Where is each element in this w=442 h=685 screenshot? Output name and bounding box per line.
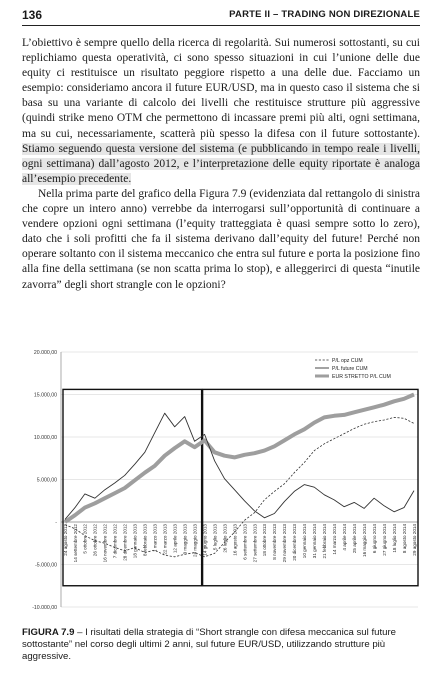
x-tick-label: 16 novembre 2012 — [102, 524, 108, 563]
paragraph-2: Nella prima parte del grafico della Figura 7.9 (evidenziata dal rettangolo di sinistra che copre un intero anno) verrebbe da interrogarsi sull’opportunità di continuare a vendere opzioni ogni settimana (l’equity tratteggiata è quasi sempre sotto lo zero), dato che i soli profitti che fa il sistema derivano dall’equity del future! Perché non operare soltanto con il sistema meccanico che entra sul future e porta la posizione fino alla fine della settimana (se non scatta prima lo stop), e alleggerirci di questa “inutile zavorra” degli short strangle con le opzioni? — [22, 187, 420, 291]
equity-chart — [18, 344, 426, 620]
x-tick-label: 8 novembre 2013 — [272, 524, 278, 560]
x-tick-label: 27 giugno 2014 — [381, 524, 387, 556]
y-tick-label: 15.000,00 — [33, 392, 57, 399]
x-tick-label: 5 ottobre 2012 — [82, 524, 88, 554]
x-tick-label: 24 agosto 2012 — [62, 524, 68, 556]
x-tick-label: 29 agosto 2014 — [411, 524, 417, 556]
paragraph-1-text: L’obiettivo è sempre quello della ricerca di regolarità. Sui numerosi sottostanti, su cui replichiamo questa operatività, ci sono spesso situazioni in cui l’unione delle due equity ci restituisce un risultato peggiore rispetto a una delle due. Facciamo un esempio: consideriamo ancora il future EUR/USD, ma in questo caso il sistema che si basa su una variante di calcolo dei livelli che restituisce strutture più aggressive (quindi strike meno OTM che permettono di incassare premi più alti, ogni settimana, ma su cui, necessariamente, scatterà più spesso la difesa con il future sottostante). — [22, 37, 420, 140]
highlighted-passage: Stiamo seguendo questa versione del sistema (e pubblicando in tempo reale i livelli, ogni settimana) dall’agosto 2012, e l’interpretazione delle equity riportate è analoga all’esempio precedente. — [22, 142, 420, 185]
x-tick-label: 8 febbraio 2013 — [142, 524, 148, 556]
x-tick-label: 6 settembre 2013 — [242, 524, 248, 560]
x-tick-label: 18 ottobre 2013 — [262, 524, 268, 557]
x-tick-label: 28 dicembre 2012 — [122, 524, 128, 561]
figure-chart — [18, 344, 426, 620]
x-tick-label: 25 aprile 2014 — [351, 524, 357, 554]
header-rule — [22, 25, 420, 26]
x-tick-label: 29 novembre 2013 — [282, 524, 288, 563]
x-tick-label: 3 maggio 2013 — [182, 524, 188, 555]
x-tick-label: 6 giugno 2014 — [371, 524, 377, 554]
x-tick-label: 16 agosto 2013 — [232, 524, 238, 556]
y-tick-label: 10.000,00 — [33, 435, 57, 441]
x-tick-label: 12 aprile 2013 — [172, 524, 178, 554]
x-tick-label: 26 luglio 2013 — [222, 524, 228, 553]
x-tick-label: 8 agosto 2014 — [401, 524, 407, 554]
x-tick-label: 14 settembre 2012 — [72, 524, 78, 563]
series-line-2 — [65, 395, 414, 523]
x-tick-label: 27 settembre 2013 — [252, 524, 258, 563]
x-tick-label: 10 gennaio 2014 — [302, 524, 308, 559]
y-tick-label: 20.000,00 — [33, 350, 57, 356]
x-tick-label: 14 marzo 2014 — [332, 524, 338, 555]
x-tick-label: 18 gennaio 2013 — [132, 524, 138, 559]
series-line-1 — [65, 413, 414, 519]
figure-label: FIGURA 7.9 — [22, 627, 75, 638]
x-tick-label: 18 luglio 2014 — [391, 524, 397, 553]
section-title: PARTE II – TRADING NON DIREZIONALE — [229, 9, 420, 20]
y-tick-label: -10.000,00 — [32, 605, 57, 611]
figure-caption — [22, 627, 420, 664]
x-tick-label: 14 giugno 2013 — [202, 524, 208, 556]
x-tick-label: 20 dicembre 2013 — [292, 524, 298, 561]
paragraph-1 — [22, 36, 420, 187]
x-tick-label: 5 luglio 2013 — [212, 524, 218, 551]
x-tick-label: 31 gennaio 2014 — [312, 524, 318, 559]
running-header — [22, 8, 420, 26]
figure-caption-text: – I risultati della strategia di “Short strangle con difesa meccanica sul future sottostante” nel corso degli ultimi 2 anni, sul future EUR/USD, utilizzando strutture più aggressive. — [22, 627, 396, 663]
body-text — [22, 36, 420, 293]
page-number: 136 — [22, 8, 43, 22]
x-tick-label: 21 febbraio 2014 — [322, 524, 328, 559]
y-tick-label: - — [55, 520, 57, 526]
legend-label: EUR STRETTO P/L CUM — [332, 374, 391, 380]
x-tick-label: 16 maggio 2014 — [361, 524, 367, 557]
x-tick-label: 22 marzo 2013 — [162, 524, 168, 555]
x-tick-label: 4 aprile 2014 — [342, 524, 347, 551]
y-tick-label: 5.000,00 — [36, 477, 57, 484]
x-tick-label: 24 maggio 2013 — [192, 524, 198, 557]
x-tick-label: 26 ottobre 2012 — [92, 524, 98, 557]
x-tick-label: 1 marzo 2013 — [152, 524, 158, 553]
y-tick-label: -5.000,00 — [35, 562, 57, 569]
legend-label: P/L opz CUM — [332, 358, 363, 364]
legend-label: P/L future CUM — [332, 366, 368, 372]
x-tick-label: 7 dicembre 2012 — [112, 524, 118, 559]
